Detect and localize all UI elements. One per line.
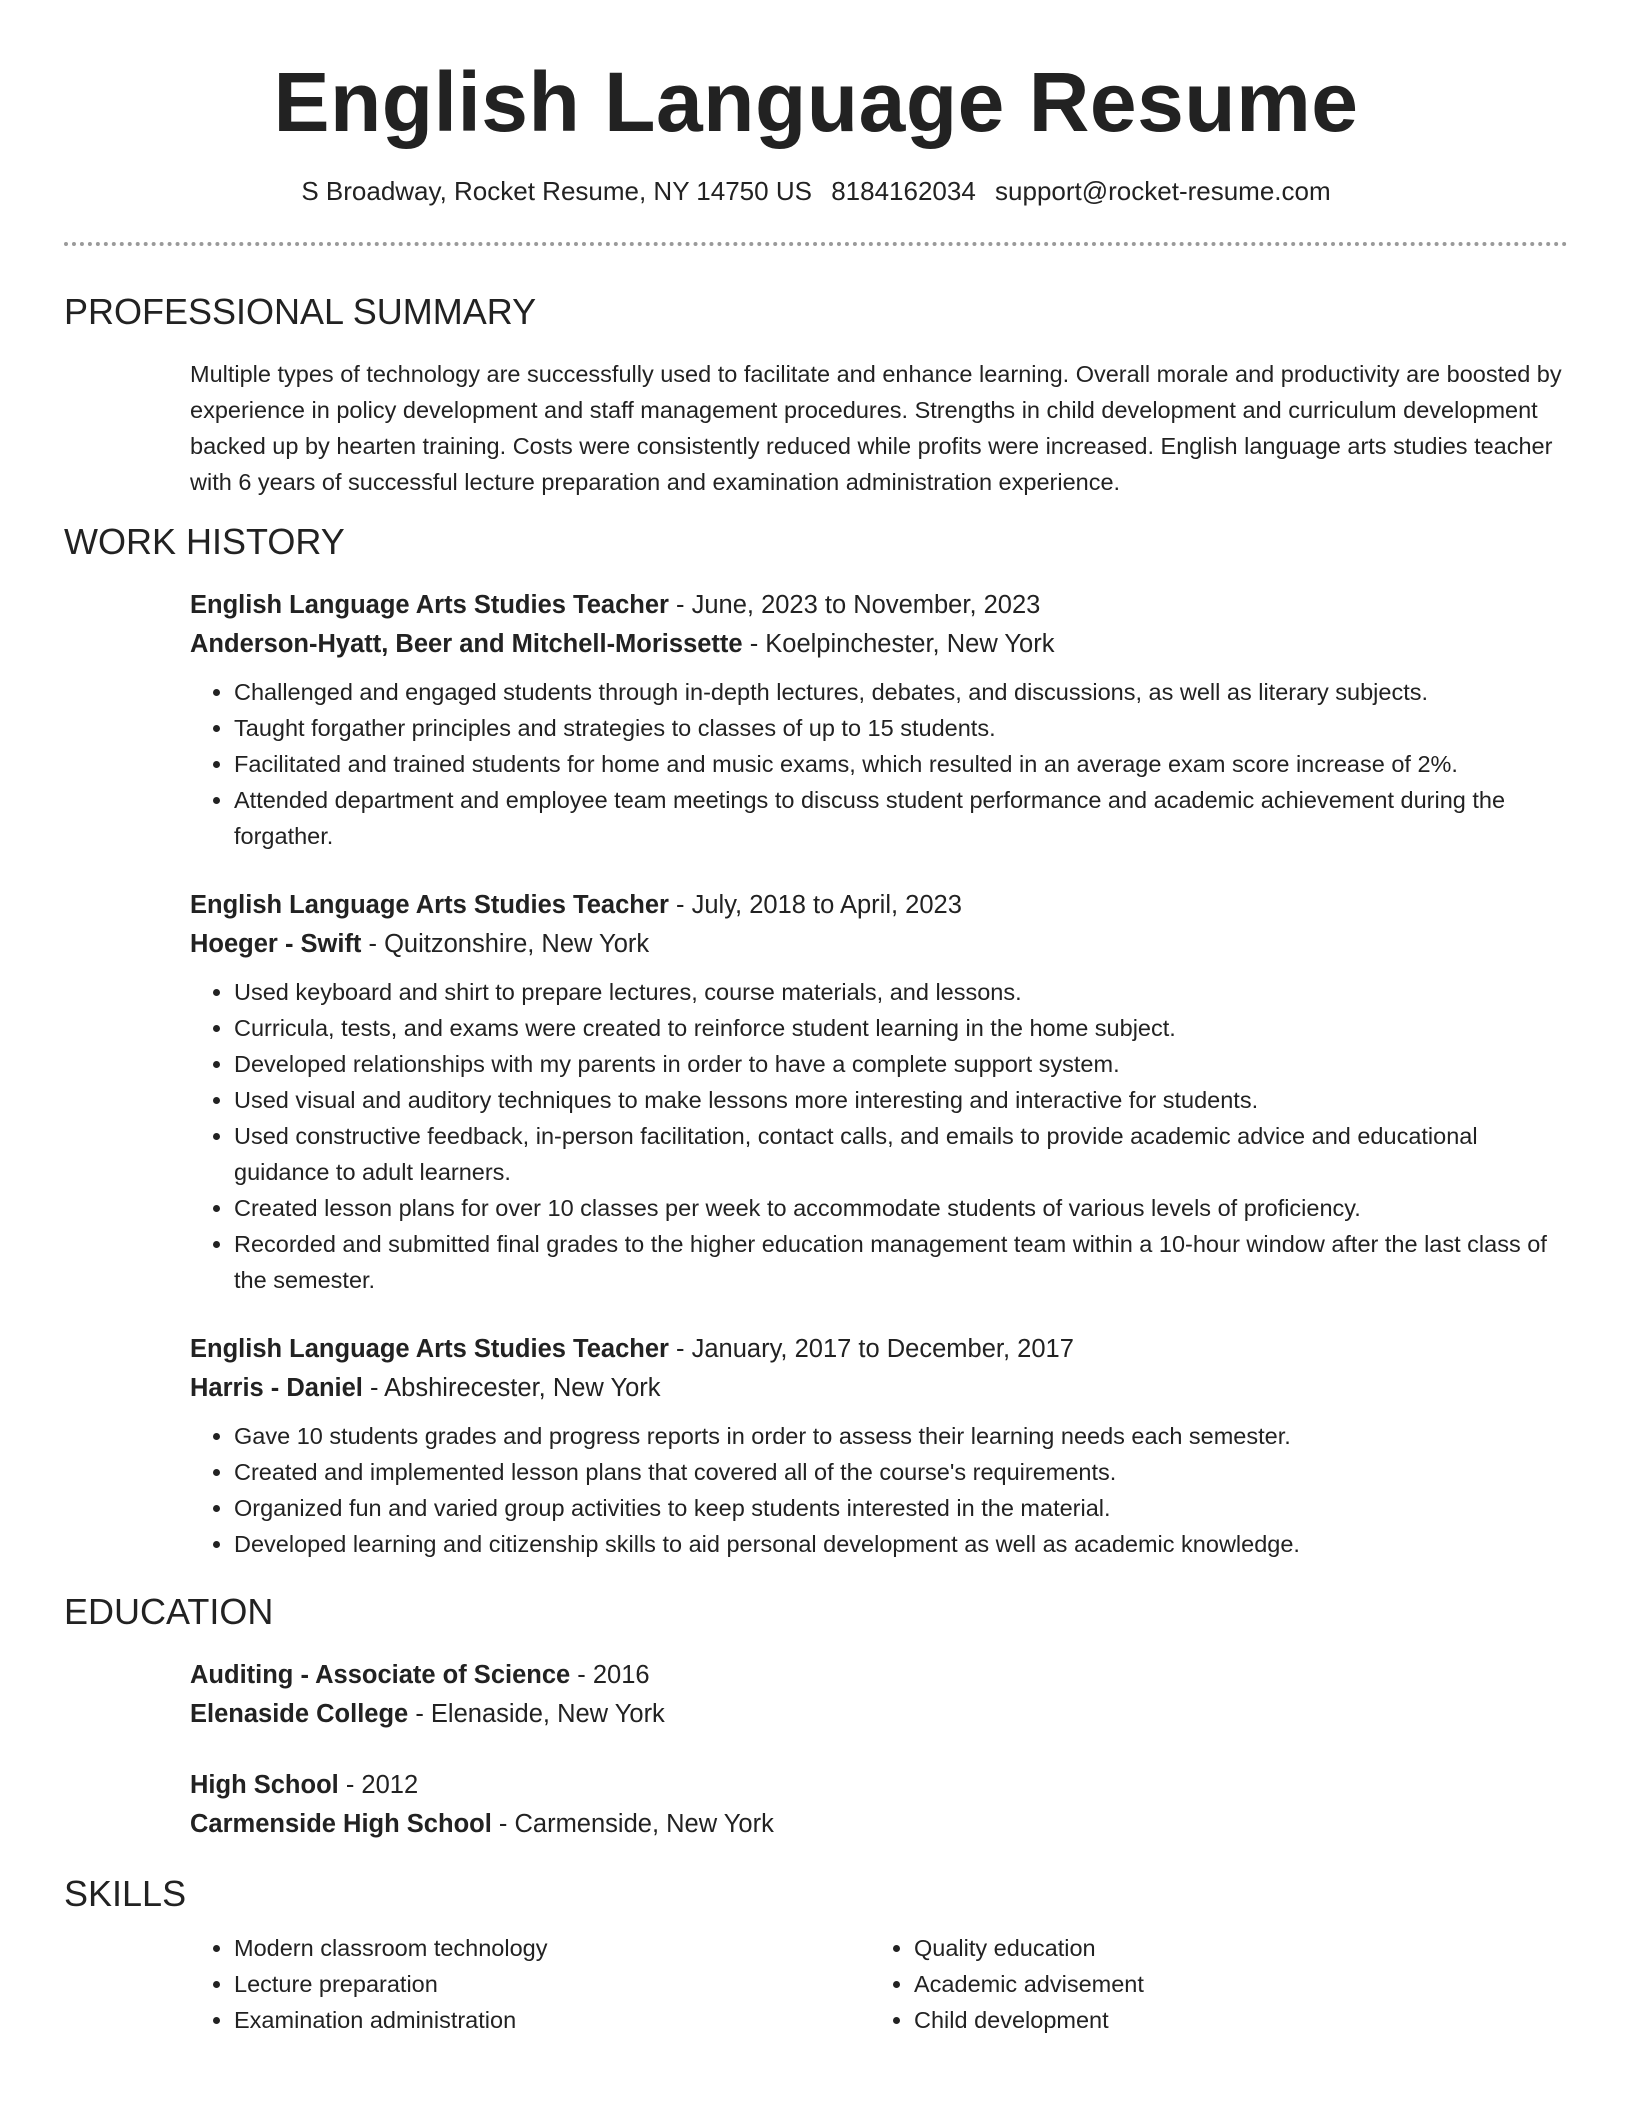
list-item: • Created lesson plans for over 10 classes per week to accommodate students of various levels of proficiency. [234,1190,1568,1226]
contact-email: support@rocket-resume.com [995,176,1331,206]
degree-year: - 2012 [338,1771,419,1799]
job-dates: - July, 2018 to April, 2023 [668,891,962,919]
summary-heading: PROFESSIONAL SUMMARY [64,291,537,332]
list-item: • Attended department and employee team meetings to discuss student performance and academic achievement during the forgather. [234,782,1568,854]
job-title-line [190,886,1568,925]
job-location: - Koelpinchester, New York [742,630,1055,658]
list-item: • Organized fun and varied group activities to keep students interested in the material. [234,1490,1568,1526]
skill-item: • Examination administration [234,2002,870,2038]
list-item: • Curricula, tests, and exams were created to reinforce student learning in the home subject. [234,1010,1568,1046]
list-item: • Used keyboard and shirt to prepare lectures, course materials, and lessons. [234,974,1568,1010]
job-dates: - January, 2017 to December, 2017 [668,1335,1074,1363]
contact-line [64,174,1568,208]
degree-line [190,1656,1568,1695]
list-item: • Challenged and engaged students through in-depth lectures, debates, and discussions, as well as literary subjects. [234,674,1568,710]
job-entry [64,586,1568,854]
degree-line [190,1766,1568,1805]
education-section [64,1590,1568,1844]
list-item: • Facilitated and trained students for home and music exams, which resulted in an average exam score increase of 2%. [234,746,1568,782]
job-bullets [190,674,1568,854]
skill-item: • Child development [914,2002,1550,2038]
summary-text: Multiple types of technology are successfully used to facilitate and enhance learning. Overall morale and productivity are boosted by experience in policy development and staff management procedures. Strengths in child development and curriculum development backed up by hearten training. Costs were consistently reduced while profits were increased. English language arts studies teacher with 6 years of successful lecture preparation and examination administration experience. [190,361,1562,495]
job-entry [64,1330,1568,1562]
job-location: - Quitzonshire, New York [361,930,650,958]
resume-title: English Language Resume [273,55,1359,149]
list-item: • Developed relationships with my parents in order to have a complete support system. [234,1046,1568,1082]
list-item: • Recorded and submitted final grades to the higher education management team within a 10-hour window after the last class of the semester. [234,1226,1568,1298]
list-item: • Developed learning and citizenship skills to aid personal development as well as academic knowledge. [234,1526,1568,1562]
summary-section [64,290,1568,500]
school-line [190,1695,1568,1734]
job-company-line [190,1369,1568,1408]
skills-grid [64,1930,1568,2038]
contact-phone: 8184162034 [831,176,976,206]
skills-column-right [870,1930,1550,2038]
job-company: Anderson-Hyatt, Beer and Mitchell-Morissette [190,630,743,658]
degree-year: - 2016 [570,1661,650,1689]
list-item: • Used visual and auditory techniques to make lessons more interesting and interactive for students. [234,1082,1568,1118]
skills-section [64,1872,1568,2038]
header-divider [64,242,1568,246]
job-title-line [190,1330,1568,1369]
school-name: Elenaside College [190,1700,409,1728]
school-name: Carmenside High School [190,1810,492,1838]
school-location: - Carmenside, New York [491,1810,774,1838]
skills-column-left [190,1930,870,2038]
list-item: • Gave 10 students grades and progress reports in order to assess their learning needs each semester. [234,1418,1568,1454]
education-entry [64,1766,1568,1844]
job-bullets [190,974,1568,1298]
job-role: English Language Arts Studies Teacher [190,591,669,619]
degree-name: High School [190,1771,339,1799]
job-entry [64,886,1568,1298]
job-bullets [190,1418,1568,1562]
skills-list [870,1930,1550,2038]
list-item: • Used constructive feedback, in-person facilitation, contact calls, and emails to provide academic advice and educational guidance to adult learners. [234,1118,1568,1190]
school-location: - Elenaside, New York [408,1700,665,1728]
list-item: • Taught forgather principles and strategies to classes of up to 15 students. [234,710,1568,746]
education-heading: EDUCATION [64,1591,274,1632]
school-line [190,1805,1568,1844]
skill-item: • Lecture preparation [234,1966,870,2002]
work-section [64,520,1568,1562]
job-company: Harris - Daniel [190,1374,363,1402]
contact-address: S Broadway, Rocket Resume, NY 14750 US [301,176,812,206]
skill-item: • Quality education [914,1930,1550,1966]
job-title-line [190,586,1568,625]
job-company-line [190,925,1568,964]
skills-list [190,1930,870,2038]
job-role: English Language Arts Studies Teacher [190,1335,669,1363]
degree-name: Auditing - Associate of Science [190,1661,571,1689]
job-location: - Abshirecester, New York [362,1374,661,1402]
job-company-line [190,625,1568,664]
job-company: Hoeger - Swift [190,930,362,958]
job-role: English Language Arts Studies Teacher [190,891,669,919]
work-heading: WORK HISTORY [64,521,345,562]
skill-item: • Academic advisement [914,1966,1550,2002]
skills-heading: SKILLS [64,1873,187,1914]
education-entry [64,1656,1568,1734]
list-item: • Created and implemented lesson plans that covered all of the course's requirements. [234,1454,1568,1490]
skill-item: • Modern classroom technology [234,1930,870,1966]
job-dates: - June, 2023 to November, 2023 [668,591,1041,619]
